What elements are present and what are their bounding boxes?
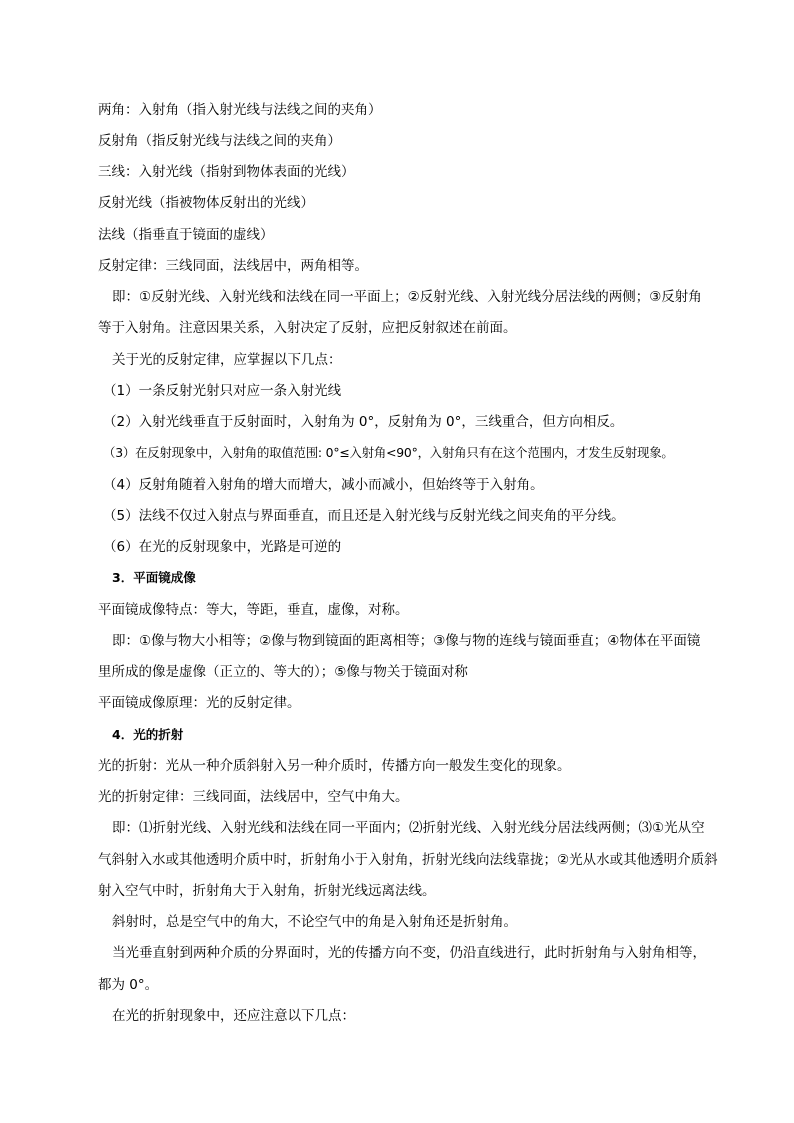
text-line: 当光垂直射到两种介质的分界面时，光的传播方向不变，仍沿直线进行，此时折射角与入射角相等，	[112, 945, 706, 961]
text-line: 关于光的反射定律，应掌握以下几点：	[112, 352, 342, 368]
section-heading: 4．光的折射	[112, 727, 184, 742]
list-item: （1）一条反射光射只对应一条入射光线	[103, 383, 342, 399]
list-item: （3）在反射现象中，入射角的取值范围: 0°≤入射角<90°，入射角只有在这个范围内，才发生反射现象。	[103, 445, 674, 460]
text-line: 里所成的像是虚像（正立的、等大的）；⑤像与物关于镜面对称	[98, 664, 468, 680]
text-line: 即：①像与物大小相等；②像与物到镜面的距离相等；③像与物的连线与镜面垂直；④物体在平面镜	[112, 633, 701, 649]
text-line: 反射光线（指被物体反射出的光线）	[98, 195, 314, 211]
section-heading: 3．平面镜成像	[112, 570, 196, 585]
list-item: （6）在光的反射现象中，光路是可逆的	[103, 539, 342, 555]
text-line: 斜射时，总是空气中的角大，不论空气中的角是入射角还是折射角。	[112, 914, 517, 930]
text-line: 在光的折射现象中，还应注意以下几点：	[112, 1008, 355, 1024]
list-item: （2）入射光线垂直于反射面时，入射角为 0°，反射角为 0°，三线重合，但方向相反。	[103, 414, 624, 430]
text-line: 都为 0°。	[98, 977, 159, 993]
text-line: 三线：入射光线（指射到物体表面的光线）	[98, 164, 355, 180]
text-line: 即：①反射光线、入射光线和法线在同一平面上；②反射光线、入射光线分居法线的两侧；③反射角	[112, 289, 702, 305]
text-line: 等于入射角。注意因果关系，入射决定了反射，应把反射叙述在前面。	[98, 320, 517, 336]
text-line: 反射定律：三线同面，法线居中，两角相等。	[98, 258, 368, 274]
text-line: 平面镜成像特点：等大，等距，垂直，虚像，对称。	[98, 602, 409, 618]
list-item: （5）法线不仅过入射点与界面垂直，而且还是入射光线与反射光线之间夹角的平分线。	[103, 508, 625, 524]
text-line: 两角：入射角（指入射光线与法线之间的夹角）	[98, 102, 382, 118]
text-line: 光的折射定律：三线同面，法线居中，空气中角大。	[98, 789, 409, 805]
text-line: 射入空气中时，折射角大于入射角，折射光线远离法线。	[98, 883, 436, 899]
text-line: 光的折射：光从一种介质斜射入另一种介质时，传播方向一般发生变化的现象。	[98, 758, 571, 774]
text-line: 即：⑴折射光线、入射光线和法线在同一平面内；⑵折射光线、入射光线分居法线两侧；⑶①光从空	[112, 820, 705, 836]
text-line: 气斜射入水或其他透明介质中时，折射角小于入射角，折射光线向法线靠拢；②光从水或其他透明介质斜	[98, 852, 718, 868]
text-line: 法线（指垂直于镜面的虚线）	[98, 227, 274, 243]
text-line: 平面镜成像原理：光的反射定律。	[98, 695, 301, 711]
text-line: 反射角（指反射光线与法线之间的夹角）	[98, 133, 341, 149]
list-item: （4）反射角随着入射角的增大而增大，减小而减小，但始终等于入射角。	[103, 477, 544, 493]
